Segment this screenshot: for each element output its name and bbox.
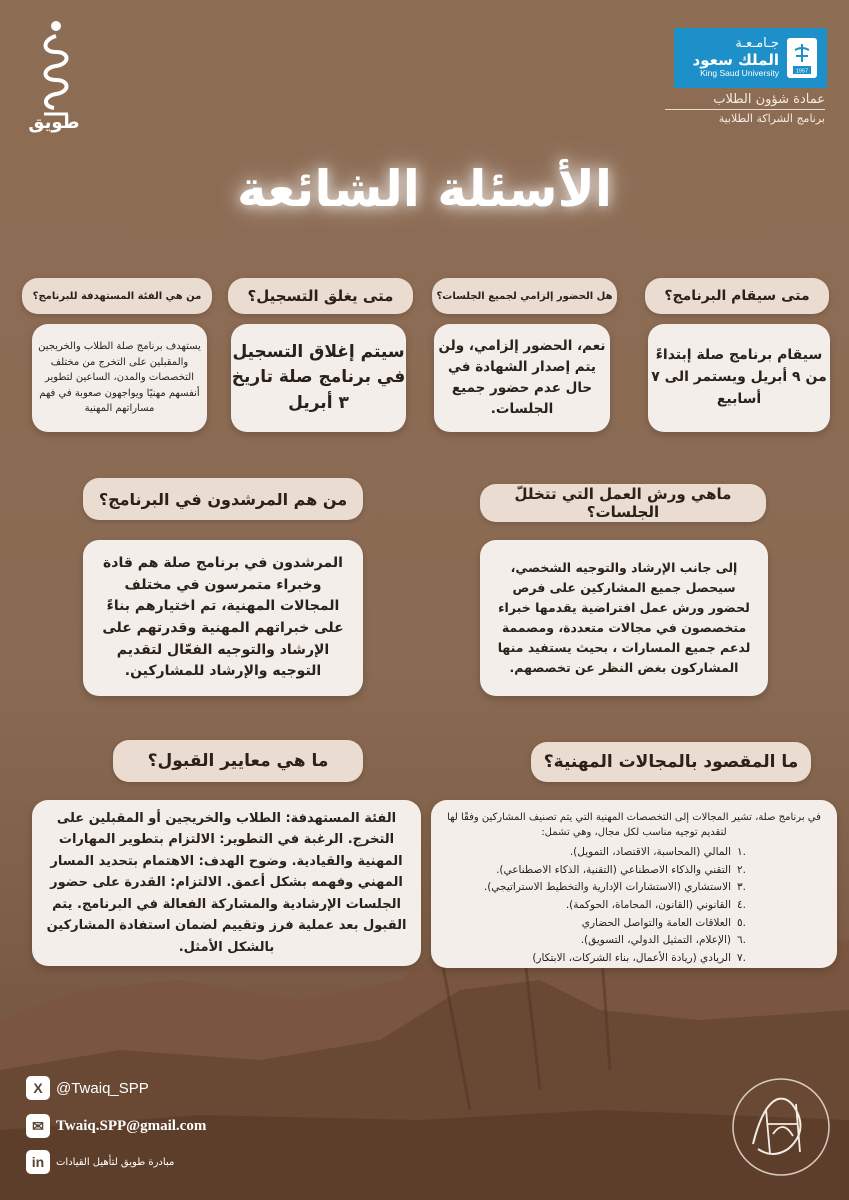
- list-item: .٧ الريادي (ريادة الأعمال، بناء الشركات، الابتكار): [532, 951, 746, 964]
- list-item: .٥ العلاقات العامة والتواصل الحضاري: [581, 916, 746, 929]
- list-item: .٤ القانوني (القانون، المحاماة، الحوكمة).: [565, 898, 746, 911]
- ksu-emblem-year: 1957: [795, 68, 809, 75]
- answer-workshops: إلى جانب الإرشاد والتوجيه الشخصي، سيحصل جميع المشاركين على فرص لحضور ورش عمل افتراضية يقدمها خبراء متخصصون في مجالات متعددة، ومصممة لدعم جميع المسارات ، بحيث يستفيد منها المشاركون بغض النظر عن تخصصهم.: [480, 540, 768, 696]
- answer-career-fields: [431, 800, 837, 968]
- question-registration-close: متى يغلق التسجيل؟: [228, 278, 413, 314]
- ksu-english-name: King Saud University: [700, 68, 779, 79]
- x-icon: X: [26, 1076, 50, 1100]
- deanship-title: عمادة شؤون الطلاب: [665, 92, 825, 110]
- career-fields-intro: في برنامج صلة، تشير المجالات إلى التخصصات المهنية التي يتم تصنيف المشاركين وفقًا لها لتقديم توجيه مناسب لكل مجال، وهي تشمل:: [447, 812, 821, 838]
- list-item: .٣ الاستشاري (الاستشارات الإدارية والتخطيط الاستراتيجي).: [483, 881, 746, 894]
- mail-icon: ✉: [26, 1114, 50, 1138]
- linkedin-icon: in: [26, 1150, 50, 1174]
- ksu-arabic-line1: جـامـعـة: [735, 36, 779, 52]
- question-attendance: هل الحضور إلزامي لجميع الجلسات؟: [432, 278, 617, 314]
- question-career-fields: ما المقصود بالمجالات المهنية؟: [531, 742, 811, 782]
- answer-acceptance-criteria: الفئة المستهدفة: الطلاب والخريجين أو المقبلين على التخرج. الرغبة في التطوير: الالتزام بتطوير المهارات المهنية والقيادية. وضوح الهدف: الاهتمام بتحديد المسار المهني وفهمه بشكل أعمق. الالتزام: القدرة على حضور الجلسات الإرشادية والمشاركة الفعالة في البرنامج. يتم القبول بعد عملية فرز وتقييم لضمان استفادة المشاركين بالشكل الأمثل.: [32, 800, 421, 966]
- question-target-group: من هي الفئة المستهدفة للبرنامج؟: [22, 278, 212, 314]
- answer-mentors: المرشدون في برنامج صلة هم قادة وخبراء متمرسون في مختلف المجالات المهنية، تم اختيارهم بناءً على خبراتهم المهنية وقدرتهم على الإرشاد والتوجيه الفعّال لتقديم التوجيه والإرشاد للمشاركين.: [83, 540, 363, 696]
- linkedin-contact[interactable]: [26, 1150, 174, 1174]
- program-title: برنامج الشراكة الطلابية: [718, 112, 825, 125]
- x-handle[interactable]: @Twaiq_SPP: [56, 1079, 149, 1097]
- career-fields-list: [445, 844, 823, 967]
- answer-program-start: سيقام برنامج صلة إبتداءً من ٩ أبريل ويستمر الى ٧ أسابيع: [648, 324, 830, 432]
- answer-registration-close: سيتم إغلاق التسجيل في برنامج صلة تاريخ ٣ أبريل: [231, 324, 406, 432]
- ksu-emblem-icon: [785, 36, 819, 80]
- list-item: .٢ التقني والذكاء الاصطناعي (التقنية، الذكاء الاصطناعي).: [496, 863, 746, 876]
- question-acceptance-criteria: ما هي معايير القبول؟: [113, 740, 363, 782]
- list-item: .٦ (الإعلام، التمثيل الدولي، التسويق).: [580, 934, 746, 947]
- linkedin-name[interactable]: مبادرة طويق لتأهيل القيادات: [56, 1156, 175, 1168]
- ksu-arabic-line2: الملك سعود: [692, 50, 779, 69]
- answer-target-group: يستهدف برنامج صلة الطلاب والخريجين والمقبلين على التخرج من مختلف التخصصات والمدن، الساعين لتطوير أنفسهم مهنيًا ويواجهون صعوبة في فهم مساراتهم المهنية: [32, 324, 207, 432]
- deanship-block: [665, 92, 825, 125]
- tuwaiq-logo-text: طويق: [28, 112, 80, 133]
- question-workshops: ماهي ورش العمل التي تتخللّ الجلسات؟: [480, 484, 766, 522]
- ksu-logo: [674, 28, 827, 88]
- calligraphy-seal-icon: [728, 1074, 834, 1180]
- email-contact[interactable]: [26, 1114, 206, 1138]
- answer-attendance: نعم، الحضور إلزامي، ولن يتم إصدار الشهادة في حال عدم حضور جميع الجلسات.: [434, 324, 610, 432]
- question-program-start: متى سيقام البرنامج؟: [645, 278, 829, 314]
- page-title: الأسئلة الشائعة: [237, 160, 612, 218]
- question-mentors: من هم المرشدون في البرنامج؟: [83, 478, 363, 520]
- list-item: .١ المالي (المحاسبة، الاقتصاد، التمويل).: [569, 846, 746, 858]
- x-contact[interactable]: [26, 1076, 149, 1100]
- email-address[interactable]: Twaiq.SPP@gmail.com: [56, 1117, 207, 1134]
